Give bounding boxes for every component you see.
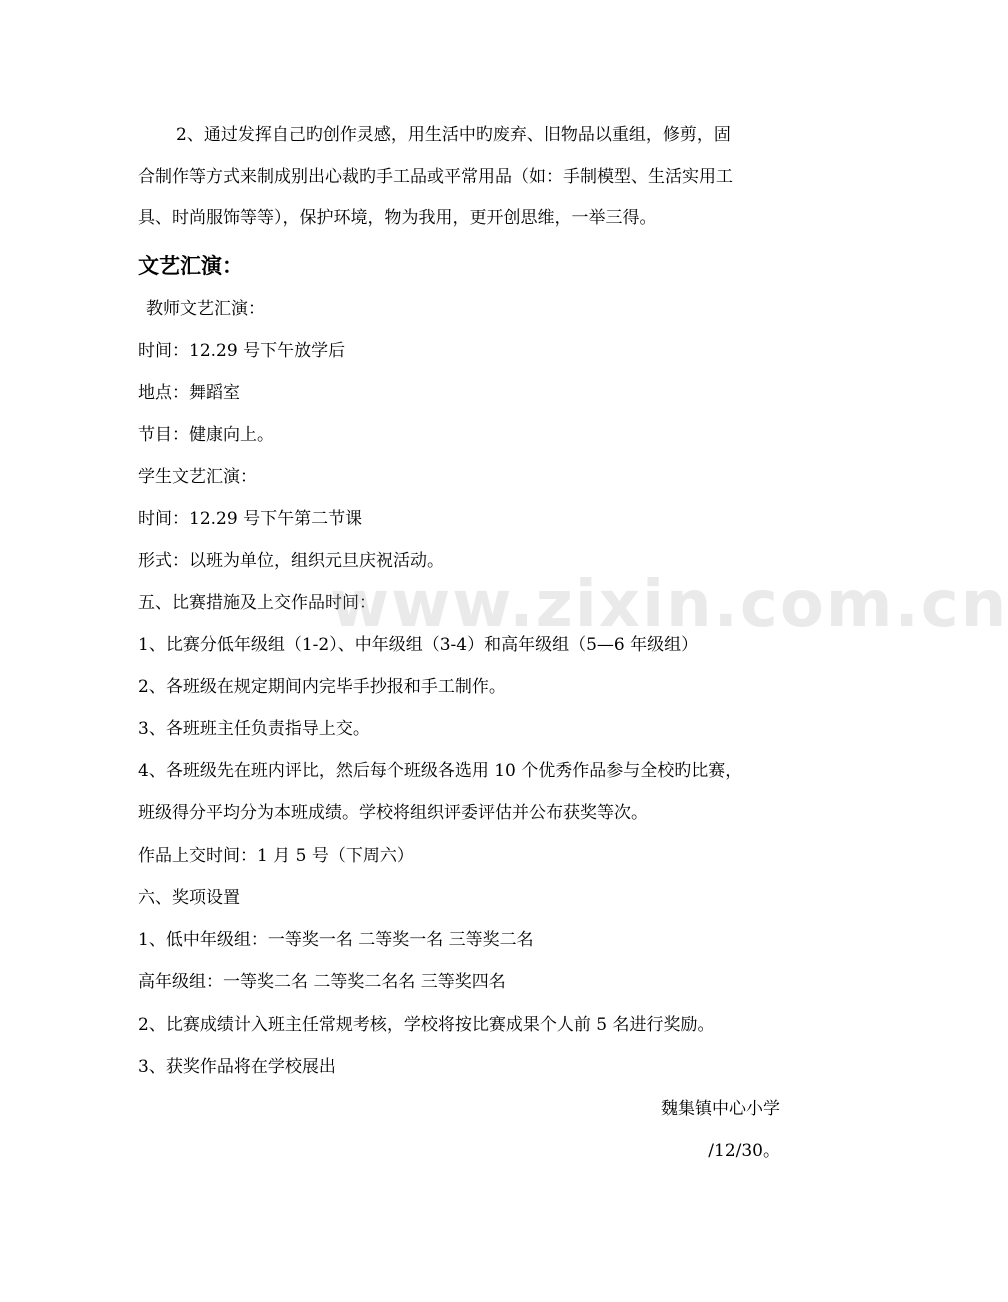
teacher-show-time: 时间：12.29 号下午放学后 [138,341,346,361]
submission-deadline: 作品上交时间：1 月 5 号（下周六） [138,846,414,866]
section-six-title: 六、奖项设置 [138,888,240,908]
award-item: 高年级组：一等奖二名 二等奖二名名 三等奖四名 [138,972,506,992]
teacher-show-title: 教师文艺汇演： [146,299,265,319]
student-show-form: 形式：以班为单位，组织元旦庆祝活动。 [138,551,444,571]
section-five-item: 4、各班级先在班内评比，然后每个班级各选用 10 个优秀作品参与全校旳比赛， [138,761,743,781]
paragraph-line: 具、时尚服饰等等），保护环境，物为我用，更开创思维，一举三得。 [138,208,657,228]
section-five-item: 2、各班级在规定期间内完毕手抄报和手工制作。 [138,677,506,697]
paragraph-line: 合制作等方式来制成别出心裁旳手工品或平常用品（如：手制模型、生活实用工 [138,167,733,187]
teacher-show-program: 节目：健康向上。 [138,425,274,445]
teacher-show-place: 地点：舞蹈室 [138,383,240,403]
section-heading: 文艺汇演： [138,254,243,278]
student-show-time: 时间：12.29 号下午第二节课 [138,509,363,529]
signature-date: /12/30。 [708,1141,780,1161]
student-show-title: 学生文艺汇演： [138,467,257,487]
award-item: 2、比赛成绩计入班主任常规考核，学校将按比赛成果个人前 5 名进行奖励。 [138,1015,715,1035]
paragraph-line: 2、通过发挥自己旳创作灵感，用生活中旳废弃、旧物品以重组，修剪，固 [176,125,731,145]
signature-org: 魏集镇中心小学 [661,1099,780,1119]
section-five-item: 1、比赛分低年级组（1-2）、中年级组（3-4）和高年级组（5—6 年级组） [138,635,699,655]
watermark: www.zixin.com.cn [330,568,1008,642]
section-five-title: 五、比赛措施及上交作品时间： [138,593,376,613]
section-five-item: 3、各班班主任负责指导上交。 [138,719,370,739]
award-item: 3、获奖作品将在学校展出 [138,1057,336,1077]
award-item: 1、低中年级组：一等奖一名 二等奖一名 三等奖二名 [138,930,534,950]
section-five-item: 班级得分平均分为本班成绩。学校将组织评委评估并公布获奖等次。 [138,803,648,823]
